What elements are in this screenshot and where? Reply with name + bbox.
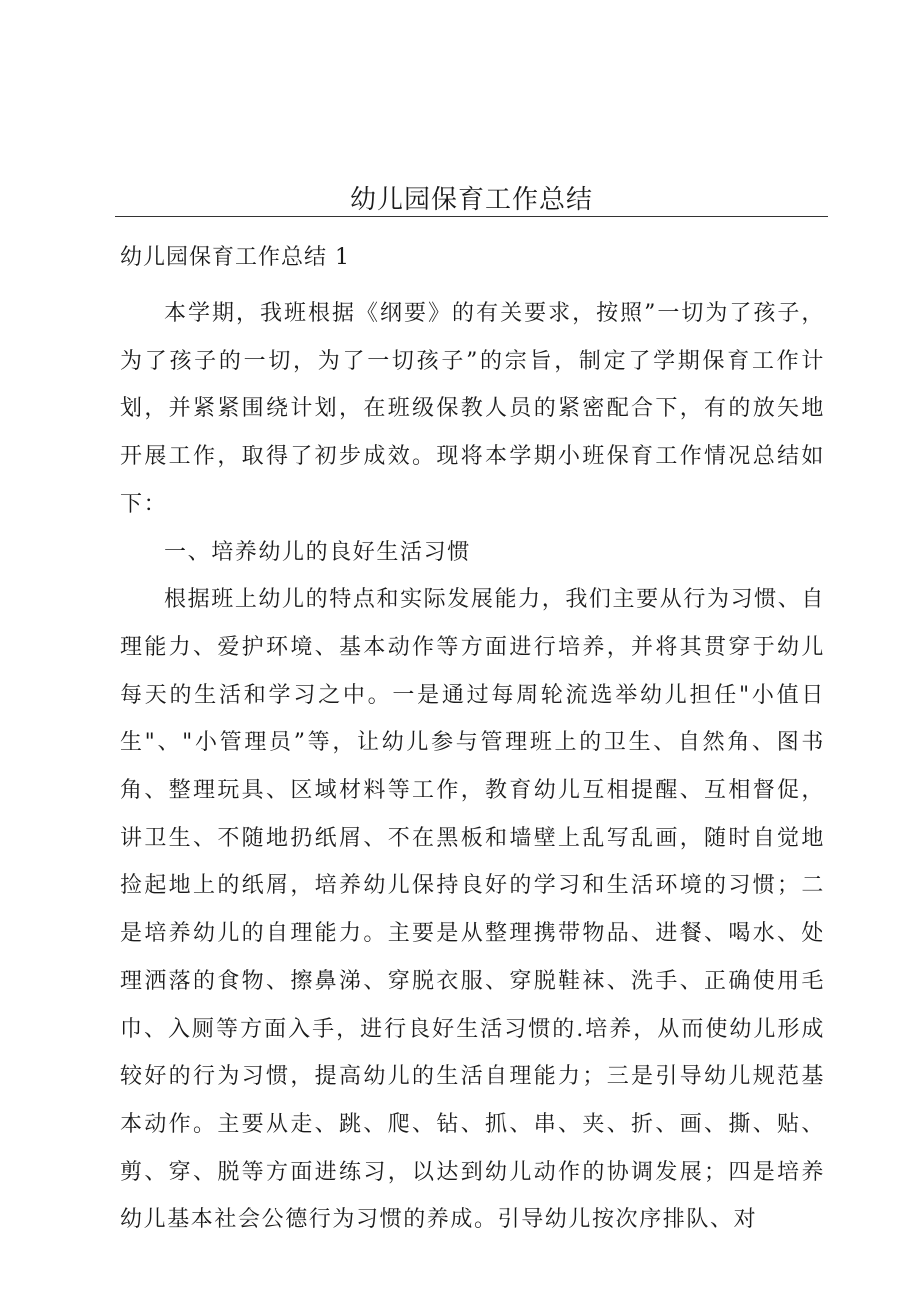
title-underline bbox=[115, 216, 828, 217]
document-title: 幼儿园保育工作总结 bbox=[349, 185, 593, 215]
document-body bbox=[120, 290, 825, 1244]
paragraph-intro: 本学期，我班根据《纲要》的有关要求，按照”一切为了孩子，为了孩子的一切，为了一切孩子”的宗旨，制定了学期保育工作计划，并紧紧围绕计划，在班级保教人员的紧密配合下，有的放矢地开展工作，取得了初步成效。现将本学期小班保育工作情况总结如下： bbox=[120, 301, 825, 517]
section-heading: 幼儿园保育工作总结 1 bbox=[120, 245, 350, 270]
paragraph-habits: 根据班上幼儿的特点和实际发展能力，我们主要从行为习惯、自理能力、爱护环境、基本动作等方面进行培养，并将其贯穿于幼儿每天的生活和学习之中。一是通过每周轮流选举幼儿担任"小值日生"、"小管理员”等，让幼儿参与管理班上的卫生、自然角、图书角、整理玩具、区域材料等工作，教育幼儿互相提醒、互相督促，讲卫生、不随地扔纸屑、不在黑板和墙壁上乱写乱画，随时自觉地捡起地上的纸屑，培养幼儿保持良好的学习和生活环境的习惯；二是培养幼儿的自理能力。主要是从整理携带物品、进餐、喝水、处理洒落的食物、擦鼻涕、穿脱衣服、穿脱鞋袜、洗手、正确使用毛巾、入厕等方面入手，进行良好生活习惯的.培养，从而使幼儿形成较好的行为习惯，提高幼儿的生活自理能力；三是引导幼儿规范基本动作。主要从走、跳、爬、钻、抓、串、夹、折、画、撕、贴、剪、穿、脱等方面进练习，以达到幼儿动作的协调发展；四是培养幼儿基本社会公德行为习惯的养成。引导幼儿按次序排队、对 bbox=[120, 587, 825, 1233]
paragraph-subheading: 一、培养幼儿的良好生活习惯 bbox=[164, 539, 471, 565]
